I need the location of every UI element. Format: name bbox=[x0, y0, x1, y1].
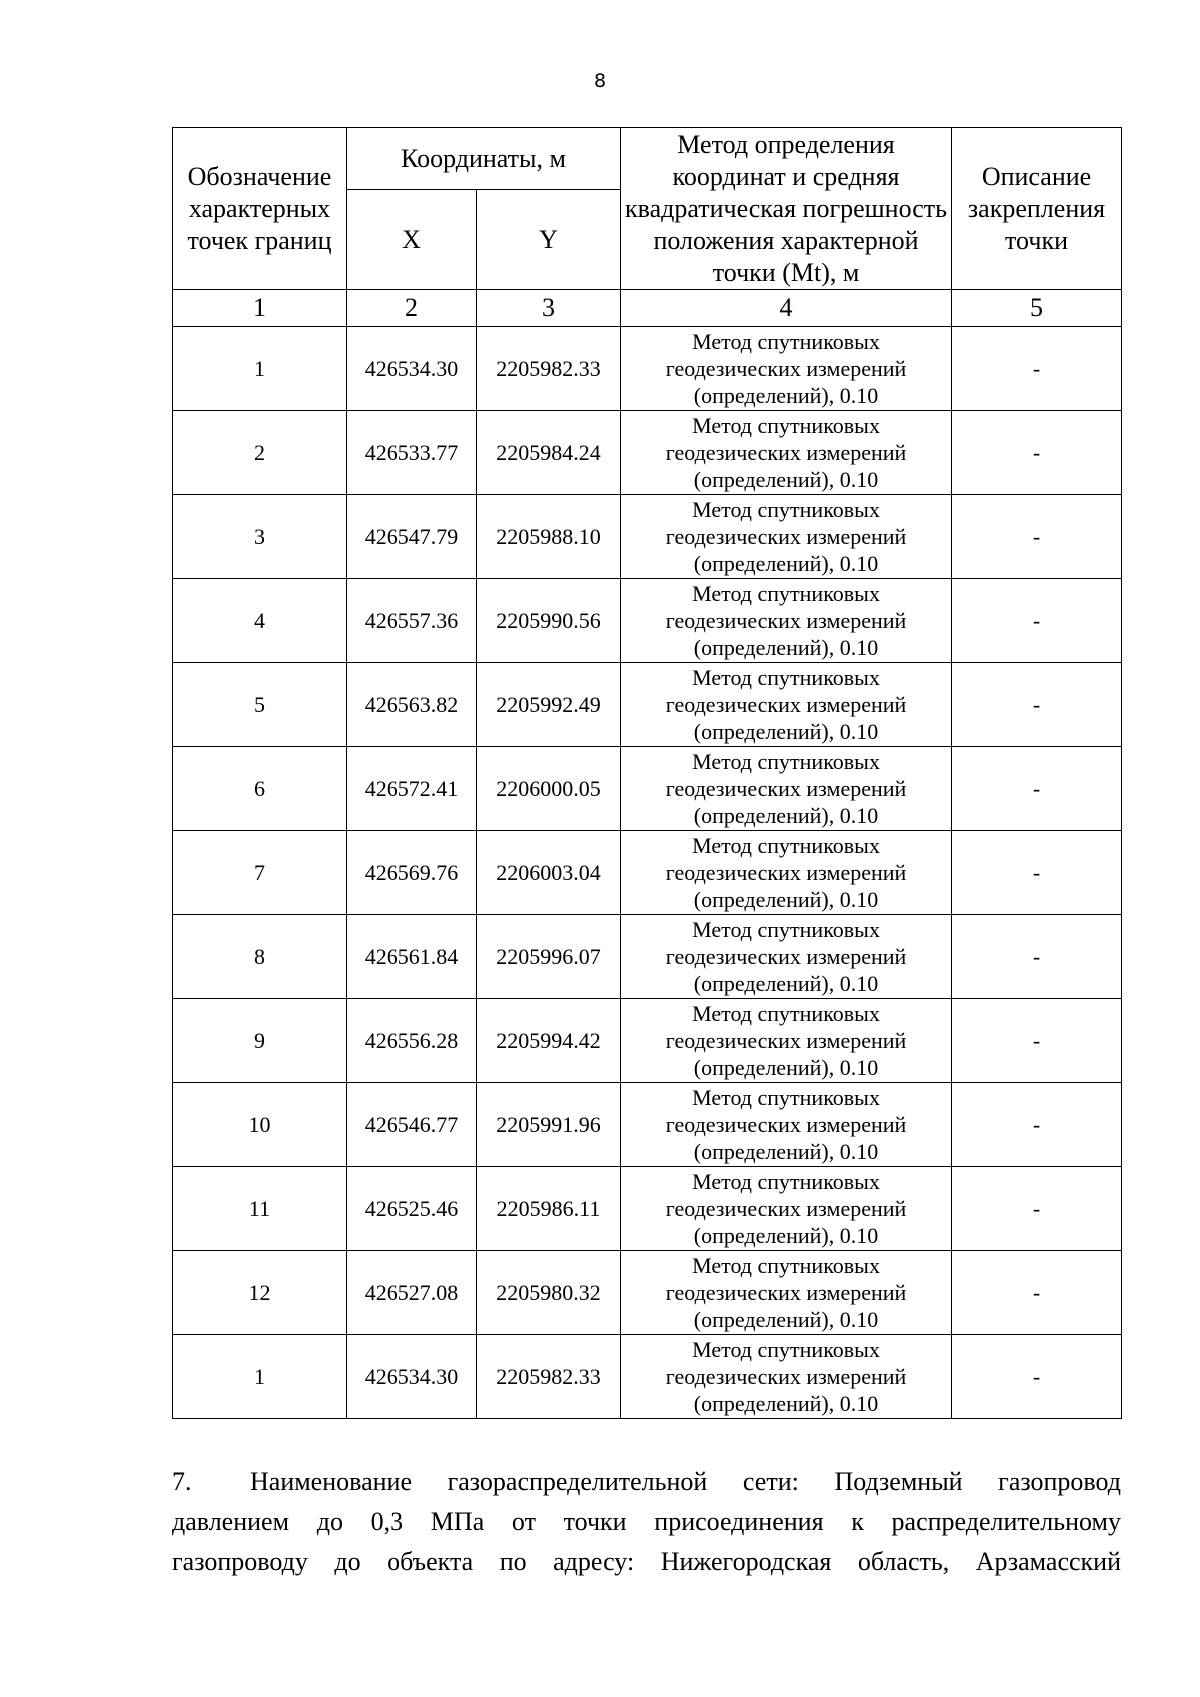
method-line: (определений), 0.10 bbox=[693, 719, 879, 744]
method-cell bbox=[621, 999, 952, 1083]
point-number-cell: 1 bbox=[173, 327, 347, 411]
method-line: Метод спутниковых bbox=[692, 1001, 880, 1026]
header-designation-label: Обозначение характерных точек границ bbox=[187, 161, 332, 255]
description-cell: - bbox=[952, 1083, 1122, 1167]
method-line: (определений), 0.10 bbox=[693, 1139, 879, 1164]
description-cell: - bbox=[952, 327, 1122, 411]
x-coordinate-cell: 426563.82 bbox=[347, 663, 477, 747]
description-cell: - bbox=[952, 1251, 1122, 1335]
method-line: Метод спутниковых bbox=[692, 665, 880, 690]
y-coordinate-cell: 2205988.10 bbox=[477, 495, 621, 579]
x-coordinate-cell: 426546.77 bbox=[347, 1083, 477, 1167]
method-cell bbox=[621, 915, 952, 999]
point-number-cell: 11 bbox=[173, 1167, 347, 1251]
table-row bbox=[173, 915, 1122, 999]
method-line: (определений), 0.10 bbox=[693, 803, 879, 828]
y-coordinate-cell: 2205996.07 bbox=[477, 915, 621, 999]
method-line: геодезических измерений bbox=[665, 440, 907, 465]
method-line: геодезических измерений bbox=[665, 1112, 907, 1137]
method-cell bbox=[621, 1251, 952, 1335]
header-x: X bbox=[347, 190, 477, 290]
table-row bbox=[173, 1251, 1122, 1335]
description-cell: - bbox=[952, 831, 1122, 915]
point-number-cell: 7 bbox=[173, 831, 347, 915]
coordinates-table bbox=[172, 127, 1122, 1419]
method-cell bbox=[621, 1083, 952, 1167]
point-number-cell: 2 bbox=[173, 411, 347, 495]
column-number: 1 bbox=[173, 290, 347, 327]
header-designation bbox=[173, 128, 347, 290]
description-cell: - bbox=[952, 495, 1122, 579]
point-number-cell: 8 bbox=[173, 915, 347, 999]
x-coordinate-cell: 426572.41 bbox=[347, 747, 477, 831]
y-coordinate-cell: 2205994.42 bbox=[477, 999, 621, 1083]
paragraph-line-text: Наименование газораспределительной сети: Подземный газопровод bbox=[250, 1467, 1121, 1496]
y-coordinate-cell: 2205991.96 bbox=[477, 1083, 621, 1167]
description-cell: - bbox=[952, 411, 1122, 495]
x-coordinate-cell: 426534.30 bbox=[347, 327, 477, 411]
table-row bbox=[173, 747, 1122, 831]
point-number-cell: 6 bbox=[173, 747, 347, 831]
point-number-cell: 12 bbox=[173, 1251, 347, 1335]
description-cell: - bbox=[952, 1335, 1122, 1419]
table-row bbox=[173, 1335, 1122, 1419]
method-line: геодезических измерений bbox=[665, 1364, 907, 1389]
method-cell bbox=[621, 579, 952, 663]
point-number-cell: 5 bbox=[173, 663, 347, 747]
method-cell bbox=[621, 1335, 952, 1419]
table-row bbox=[173, 327, 1122, 411]
method-line: Метод спутниковых bbox=[692, 1337, 880, 1362]
method-cell bbox=[621, 411, 952, 495]
method-line: геодезических измерений bbox=[665, 1028, 907, 1053]
x-coordinate-cell: 426533.77 bbox=[347, 411, 477, 495]
description-cell: - bbox=[952, 579, 1122, 663]
table-row bbox=[173, 1167, 1122, 1251]
point-number-cell: 10 bbox=[173, 1083, 347, 1167]
description-cell: - bbox=[952, 915, 1122, 999]
method-line: Метод спутниковых bbox=[692, 497, 880, 522]
x-coordinate-cell: 426534.30 bbox=[347, 1335, 477, 1419]
method-line: геодезических измерений bbox=[665, 860, 907, 885]
y-coordinate-cell: 2205980.32 bbox=[477, 1251, 621, 1335]
point-number-cell: 3 bbox=[173, 495, 347, 579]
method-line: (определений), 0.10 bbox=[693, 971, 879, 996]
table-body bbox=[173, 327, 1122, 1419]
method-line: (определений), 0.10 bbox=[693, 1307, 879, 1332]
y-coordinate-cell: 2205984.24 bbox=[477, 411, 621, 495]
column-number: 2 bbox=[347, 290, 477, 327]
header-y: Y bbox=[477, 190, 621, 290]
header-coordinates: Координаты, м bbox=[347, 128, 621, 190]
description-cell: - bbox=[952, 1167, 1122, 1251]
header-description: Описание закрепления точки bbox=[952, 128, 1122, 290]
y-coordinate-cell: 2205990.56 bbox=[477, 579, 621, 663]
x-coordinate-cell: 426527.08 bbox=[347, 1251, 477, 1335]
method-line: Метод спутниковых bbox=[692, 749, 880, 774]
table-row bbox=[173, 411, 1122, 495]
method-cell bbox=[621, 831, 952, 915]
column-number: 3 bbox=[477, 290, 621, 327]
x-coordinate-cell: 426525.46 bbox=[347, 1167, 477, 1251]
table-row bbox=[173, 831, 1122, 915]
method-cell bbox=[621, 327, 952, 411]
paragraph-number: 7. bbox=[172, 1467, 192, 1496]
description-cell: - bbox=[952, 663, 1122, 747]
method-line: (определений), 0.10 bbox=[693, 635, 879, 660]
method-cell bbox=[621, 747, 952, 831]
point-number-cell: 1 bbox=[173, 1335, 347, 1419]
page-number: 8 bbox=[593, 70, 607, 92]
method-line: (определений), 0.10 bbox=[693, 551, 879, 576]
method-line: Метод спутниковых bbox=[692, 329, 880, 354]
column-number-row bbox=[173, 290, 1122, 327]
point-number-cell: 9 bbox=[173, 999, 347, 1083]
paragraph-line: газопроводу до объекта по адресу: Нижегородская область, Арзамасский bbox=[172, 1547, 1121, 1576]
method-line: Метод спутниковых bbox=[692, 1169, 880, 1194]
table-row bbox=[173, 579, 1122, 663]
x-coordinate-cell: 426561.84 bbox=[347, 915, 477, 999]
method-line: геодезических измерений bbox=[665, 1196, 907, 1221]
method-line: (определений), 0.10 bbox=[693, 383, 879, 408]
method-line: геодезических измерений bbox=[665, 776, 907, 801]
method-line: Метод спутниковых bbox=[692, 833, 880, 858]
x-coordinate-cell: 426547.79 bbox=[347, 495, 477, 579]
paragraph-line: давлением до 0,3 МПа от точки присоединения к распределительному bbox=[172, 1507, 1121, 1536]
table-row bbox=[173, 663, 1122, 747]
method-line: (определений), 0.10 bbox=[693, 1055, 879, 1080]
method-line: геодезических измерений bbox=[665, 608, 907, 633]
section-paragraph bbox=[172, 1462, 1121, 1582]
method-line: геодезических измерений bbox=[665, 356, 907, 381]
method-line: (определений), 0.10 bbox=[693, 887, 879, 912]
y-coordinate-cell: 2205982.33 bbox=[477, 327, 621, 411]
table-row bbox=[173, 495, 1122, 579]
table-row bbox=[173, 999, 1122, 1083]
y-coordinate-cell: 2205982.33 bbox=[477, 1335, 621, 1419]
y-coordinate-cell: 2206003.04 bbox=[477, 831, 621, 915]
method-line: Метод спутниковых bbox=[692, 581, 880, 606]
y-coordinate-cell: 2206000.05 bbox=[477, 747, 621, 831]
method-line: геодезических измерений bbox=[665, 524, 907, 549]
table-row bbox=[173, 1083, 1122, 1167]
x-coordinate-cell: 426557.36 bbox=[347, 579, 477, 663]
x-coordinate-cell: 426556.28 bbox=[347, 999, 477, 1083]
method-line: геодезических измерений bbox=[665, 692, 907, 717]
x-coordinate-cell: 426569.76 bbox=[347, 831, 477, 915]
method-line: Метод спутниковых bbox=[692, 413, 880, 438]
description-cell: - bbox=[952, 999, 1122, 1083]
description-cell: - bbox=[952, 747, 1122, 831]
method-line: геодезических измерений bbox=[665, 944, 907, 969]
paragraph-line bbox=[172, 1462, 1121, 1502]
method-line: Метод спутниковых bbox=[692, 917, 880, 942]
method-cell bbox=[621, 495, 952, 579]
column-number: 4 bbox=[621, 290, 952, 327]
method-cell bbox=[621, 663, 952, 747]
column-number: 5 bbox=[952, 290, 1122, 327]
point-number-cell: 4 bbox=[173, 579, 347, 663]
header-method: Метод определения координат и средняя квадратическая погрешность положения характерной точки (Mt), м bbox=[621, 128, 952, 290]
method-line: (определений), 0.10 bbox=[693, 1223, 879, 1248]
y-coordinate-cell: 2205986.11 bbox=[477, 1167, 621, 1251]
y-coordinate-cell: 2205992.49 bbox=[477, 663, 621, 747]
method-line: Метод спутниковых bbox=[692, 1085, 880, 1110]
method-line: (определений), 0.10 bbox=[693, 1391, 879, 1416]
method-line: Метод спутниковых bbox=[692, 1253, 880, 1278]
method-line: геодезических измерений bbox=[665, 1280, 907, 1305]
method-cell bbox=[621, 1167, 952, 1251]
method-line: (определений), 0.10 bbox=[693, 467, 879, 492]
